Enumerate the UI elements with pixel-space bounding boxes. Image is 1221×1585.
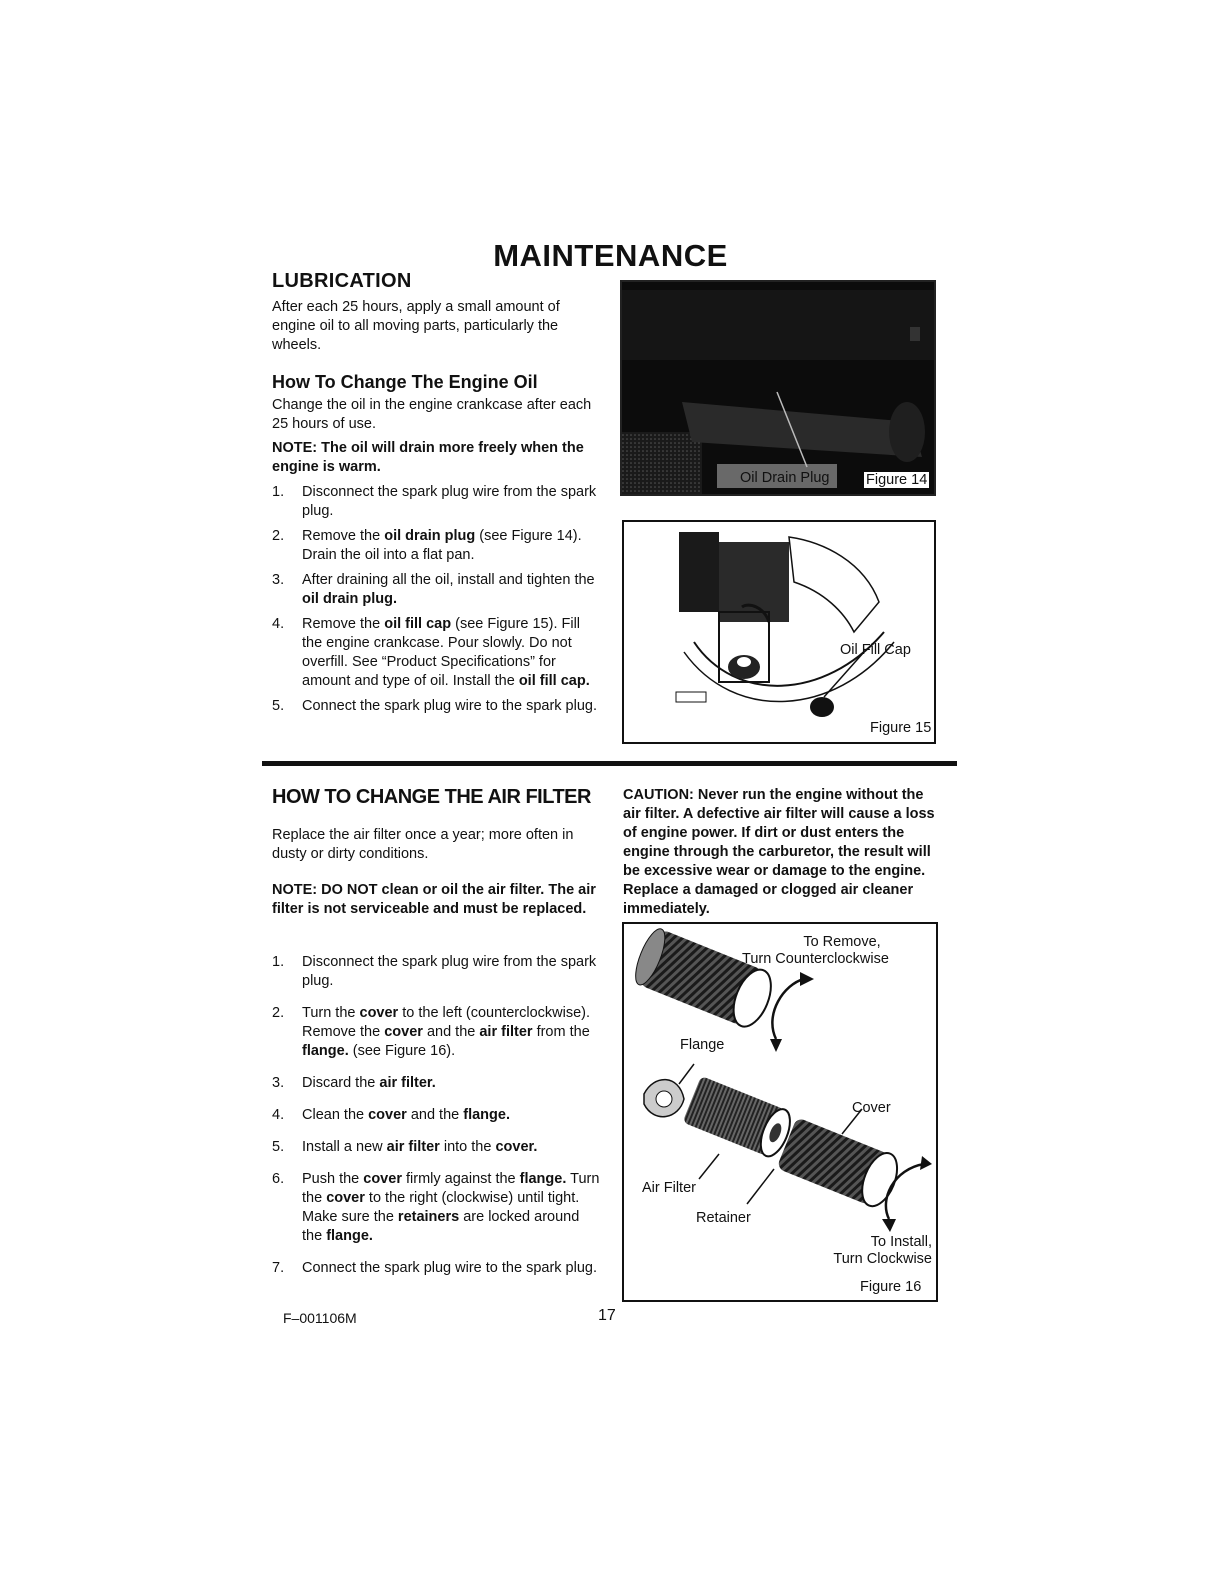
step-item — [272, 1074, 602, 1093]
step-text: air filter — [479, 1024, 533, 1040]
air-filter-label: Air Filter — [642, 1180, 696, 1196]
air-filter-heading: HOW TO CHANGE THE AIR FILTER — [272, 786, 591, 808]
step-text: Clean the — [302, 1107, 369, 1123]
figure-14 — [620, 280, 936, 496]
air-filter-intro: Replace the air filter once a year; more often in dusty or dirty conditions. — [272, 827, 574, 862]
step-item — [272, 571, 602, 609]
retainer-label: Retainer — [696, 1210, 751, 1226]
step-number: 7. — [272, 1260, 285, 1276]
step-text: Install a new — [302, 1139, 387, 1155]
air-filter-steps — [272, 953, 602, 1291]
flange-label: Flange — [680, 1037, 725, 1053]
step-text: cover — [363, 1171, 402, 1187]
step-text: retainers — [397, 1209, 460, 1225]
step-number: 5. — [272, 698, 285, 714]
oil-change-heading: How To Change The Engine Oil — [272, 372, 538, 392]
step-text: flange. — [302, 1043, 349, 1059]
step-number: 4. — [272, 616, 285, 632]
step-text: into the — [439, 1139, 496, 1155]
oil-drain-plug-photo — [622, 282, 934, 494]
figure-15 — [622, 520, 936, 744]
step-item — [272, 1170, 602, 1246]
step-text: Connect the spark plug wire to the spark plug. — [302, 698, 597, 714]
step-text: firmly against the — [401, 1171, 520, 1187]
step-number: 6. — [272, 1171, 285, 1187]
section-divider — [262, 761, 957, 766]
step-item — [272, 527, 602, 565]
step-item — [272, 953, 602, 991]
step-text: from the — [532, 1024, 590, 1040]
step-text: Remove the — [302, 616, 385, 632]
step-text: to the right (clockwise) until tight. Make sure the — [302, 1190, 580, 1225]
step-text: flange. — [463, 1107, 510, 1123]
step-text: are locked around the — [302, 1209, 580, 1244]
step-text: Disconnect the spark plug wire from the spark plug. — [302, 484, 597, 519]
install-instruction-line2: Turn Clockwise — [833, 1251, 932, 1267]
step-number: 3. — [272, 1075, 285, 1091]
step-number: 1. — [272, 954, 285, 970]
step-item — [272, 615, 602, 691]
step-text: cover. — [495, 1139, 538, 1155]
step-text: Turn the — [302, 1171, 600, 1206]
install-instruction-line1: To Install, — [870, 1234, 932, 1250]
step-text: Connect the spark plug wire to the spark plug. — [302, 1260, 597, 1276]
step-text: flange. — [326, 1228, 373, 1244]
step-text: cover — [368, 1107, 407, 1123]
step-text: Remove the — [302, 528, 385, 544]
step-text: air filter — [386, 1139, 440, 1155]
lubrication-heading: LUBRICATION — [272, 270, 412, 292]
remove-instruction-line2: Turn Counterclockwise — [742, 951, 889, 967]
oil-change-note: NOTE: The oil will drain more freely when the engine is warm. — [272, 440, 584, 475]
step-text: and the — [406, 1107, 464, 1123]
step-text: After draining all the oil, install and tighten the — [302, 572, 595, 588]
step-item — [272, 1259, 602, 1278]
figure-16 — [622, 922, 938, 1302]
step-text: flange. — [519, 1171, 567, 1187]
step-text: (see Figure 14). Drain the oil into a flat pan. — [302, 528, 582, 563]
step-text: and the — [422, 1024, 480, 1040]
figure-14-label: Figure 14 — [866, 472, 928, 488]
step-number: 3. — [272, 572, 285, 588]
caution-text: CAUTION: Never run the engine without the air filter. A defective air filter will cause a loss of engine power. If dirt or dust enters the engine through the carburetor, the result will be excessive wear or damage to the engine. Replace a damaged or clogged air cleaner immediately. — [623, 787, 935, 917]
step-number: 5. — [272, 1139, 285, 1155]
step-text: air filter. — [379, 1075, 436, 1091]
step-item — [272, 483, 602, 521]
step-text: Push the — [302, 1171, 364, 1187]
remove-instruction-line1: To Remove, — [803, 934, 881, 950]
step-number: 2. — [272, 528, 285, 544]
lubrication-text: After each 25 hours, apply a small amount of engine oil to all moving parts, particularly the wheels. — [272, 299, 560, 353]
figure-16-label: Figure 16 — [860, 1279, 922, 1295]
step-text: Turn the — [302, 1005, 360, 1021]
step-text: Discard the — [302, 1075, 380, 1091]
step-text: oil fill cap. — [518, 673, 590, 689]
document-code: F–001106M — [283, 1310, 357, 1326]
step-text: Disconnect the spark plug wire from the spark plug. — [302, 954, 597, 989]
step-item — [272, 1004, 602, 1061]
oil-drain-plug-label: Oil Drain Plug — [740, 470, 830, 486]
step-number: 4. — [272, 1107, 285, 1123]
step-text: oil fill cap — [384, 616, 452, 632]
oil-change-intro: Change the oil in the engine crankcase after each 25 hours of use. — [272, 397, 592, 432]
step-number: 2. — [272, 1005, 285, 1021]
page-number: 17 — [598, 1307, 616, 1324]
step-text: cover — [384, 1024, 423, 1040]
step-text: (see Figure 15). Fill the engine crankcase. Pour slowly. Do not overfill. See “Product Specifications” for amount and type of oil. Install the — [302, 616, 581, 689]
page-title: MAINTENANCE — [493, 238, 728, 273]
step-item — [272, 697, 602, 716]
figure-15-label: Figure 15 — [870, 720, 932, 736]
oil-fill-cap-label: Oil Fill Cap — [840, 642, 911, 658]
oil-change-steps — [272, 483, 602, 722]
step-item — [272, 1106, 602, 1125]
step-text: (see Figure 16). — [348, 1043, 456, 1059]
step-text: cover — [326, 1190, 365, 1206]
cover-label: Cover — [852, 1100, 891, 1116]
oil-fill-cap-illustration — [624, 522, 934, 742]
step-item — [272, 1138, 602, 1157]
step-text: oil drain plug — [384, 528, 476, 544]
air-filter-note: NOTE: DO NOT clean or oil the air filter. The air filter is not serviceable and must be replaced. — [272, 882, 596, 917]
step-number: 1. — [272, 484, 285, 500]
step-text: oil drain plug. — [302, 591, 398, 607]
step-text: to the left (counterclockwise). Remove the — [302, 1005, 591, 1040]
step-text: cover — [359, 1005, 399, 1021]
